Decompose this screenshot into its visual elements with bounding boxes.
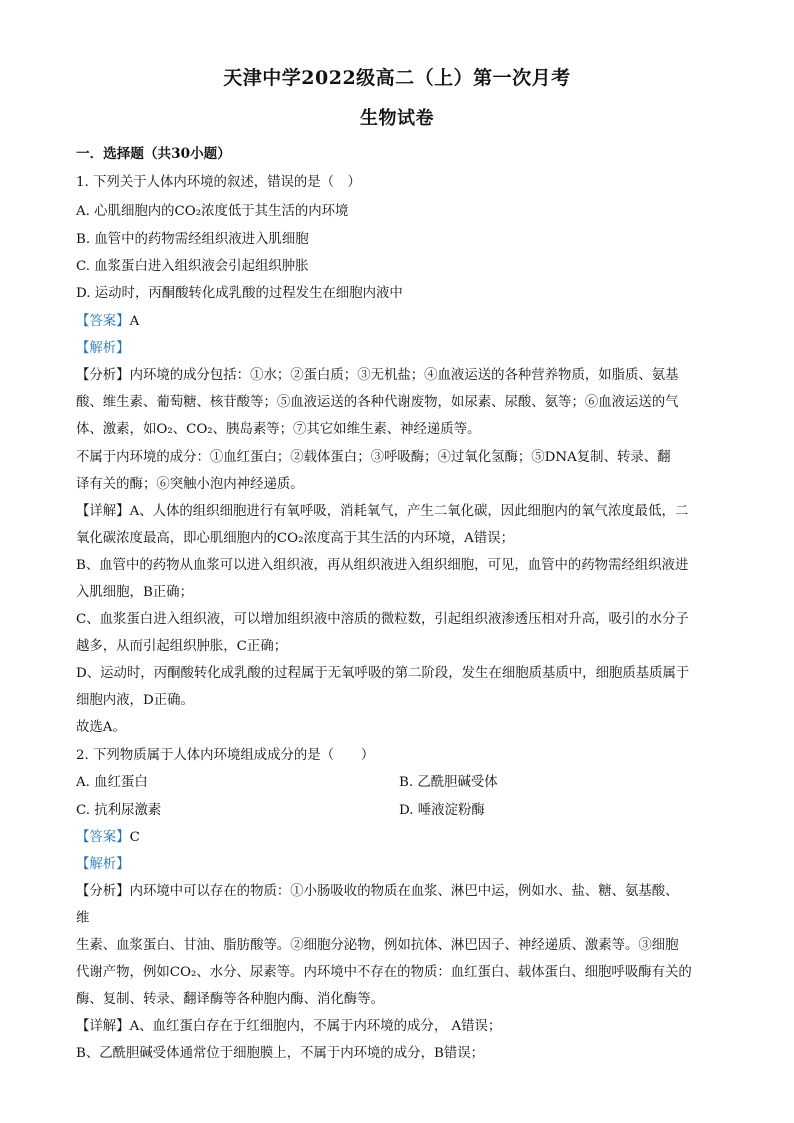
q2-fx-tag: 【分析】	[76, 884, 130, 899]
q2-answer: C	[129, 830, 140, 845]
section-heading: 一．选择题（共30小题）	[76, 146, 231, 162]
q1-option-b: B. 血管中的药物需经组织液进入肌细胞	[76, 232, 309, 247]
q2-answer-tag: 【答案】	[76, 830, 130, 845]
q1-fx-line-2: 酸、维生素、葡萄糖、核苷酸等；⑤血液运送的各种代谢废物，如尿素、尿酸、氨等；⑥血液运送的气	[76, 395, 679, 410]
q1-xj-line-6: 越多，从而引起组织肿胀，C正确；	[76, 639, 288, 654]
q2-xj-text-1: A、血红蛋白存在于红细胞内，不属于内环境的成分， A错误；	[129, 1019, 502, 1034]
q1-xj-line-4: 入肌细胞，B正确；	[76, 585, 193, 600]
q1-answer-tag: 【答案】	[76, 314, 130, 329]
q2-fx-line-4: 代谢产物，例如CO₂、水分、尿素等。内环境中不存在的物质：血红蛋白、载体蛋白、细胞呼吸酶有关的	[76, 965, 692, 980]
q1-xj-line-5: C、血浆蛋白进入组织液，可以增加组织液中溶质的微粒数，引起组织液渗透压相对升高，吸引的水分子	[76, 612, 689, 627]
q1-xj-line-8: 细胞内液，D正确。	[76, 693, 194, 708]
q2-stem: 2. 下列物质属于人体内环境组成成分的是（ ）	[76, 748, 375, 763]
q1-option-c: C. 血浆蛋白进入组织液会引起组织肿胀	[76, 259, 309, 274]
q2-fx-line-1	[76, 883, 726, 900]
q2-xj-line-1	[76, 1018, 726, 1035]
q1-stem: 1. 下列关于人体内环境的叙述，错误的是（ ）	[76, 175, 361, 190]
q1-fx-text-1: 内环境的成分包括：①水；②蛋白质；③无机盐；④血液运送的各种营养物质，如脂质、氨基	[129, 368, 679, 383]
q2-option-b: B. 乙酰胆碱受体	[399, 775, 498, 790]
q2-fx-line-5: 酶、复制、转录、翻译酶等各种胞内酶、消化酶等。	[76, 992, 384, 1007]
q2-xj-line-2: B、乙酰胆碱受体通常位于细胞膜上，不属于内环境的成分，B错误；	[76, 1046, 485, 1061]
exam-title: 天津中学2022级高二（上）第一次月考	[223, 67, 571, 89]
q2-answer-line	[76, 829, 726, 846]
q1-answer-line	[76, 313, 726, 330]
q1-option-a: A. 心肌细胞内的CO₂浓度低于其生活的内环境	[76, 204, 349, 219]
q1-xj-line-7: D、运动时，丙酮酸转化成乳酸的过程属于无氧呼吸的第二阶段，发生在细胞质基质中，细胞质基质属于	[76, 666, 690, 681]
q2-fx-line-2: 维	[76, 911, 90, 926]
q1-answer: A	[129, 314, 140, 329]
q1-xj-tag: 【详解】	[76, 504, 130, 519]
q1-option-d: D. 运动时，丙酮酸转化成乳酸的过程发生在细胞内液中	[76, 286, 403, 301]
q1-fx-tag: 【分析】	[76, 368, 130, 383]
exam-subtitle: 生物试卷	[360, 108, 434, 129]
q2-fx-text-1: 内环境中可以存在的物质：①小肠吸收的物质在血浆、淋巴中运，例如水、盐、糖、氨基酸、	[129, 884, 679, 899]
q1-conclusion: 故选A。	[76, 720, 126, 735]
q1-fx-line-5: 译有关的酶；⑥突触小泡内神经递质。	[76, 477, 304, 492]
q2-fx-line-3: 生素、血浆蛋白、甘油、脂肪酸等。②细胞分泌物，例如抗体、淋巴因子、神经递质、激素等。③细胞	[76, 938, 679, 953]
q2-xj-tag: 【详解】	[76, 1019, 130, 1034]
q1-xj-text-1: A、人体的组织细胞进行有氧呼吸，消耗氧气，产生二氧化碳，因此细胞内的氧气浓度最低，二	[129, 504, 689, 519]
q1-xj-line-1	[76, 503, 726, 520]
q2-option-d: D. 唾液淀粉酶	[399, 803, 485, 818]
q1-xj-line-2: 氧化碳浓度最高，即心肌细胞内的CO₂浓度高于其生活的内环境，A错误；	[76, 531, 514, 546]
q1-fx-line-1	[76, 367, 726, 384]
q2-option-c: C. 抗利尿激素	[76, 803, 162, 818]
q1-xj-line-3: B、血管中的药物从血浆可以进入组织液，再从组织液进入组织细胞，可见，血管中的药物需经组织液进	[76, 558, 689, 573]
q2-analysis-tag: 【解析】	[76, 857, 130, 872]
q1-fx-line-3: 体、激素，如O₂、CO₂、胰岛素等；⑦其它如维生素、神经递质等。	[76, 422, 481, 437]
q1-analysis-tag: 【解析】	[76, 341, 130, 356]
q1-fx-line-4: 不属于内环境的成分：①血红蛋白；②载体蛋白；③呼吸酶；④过氧化氢酶；⑤DNA复制、转录、翻	[76, 450, 671, 465]
q2-option-a: A. 血红蛋白	[76, 775, 148, 790]
